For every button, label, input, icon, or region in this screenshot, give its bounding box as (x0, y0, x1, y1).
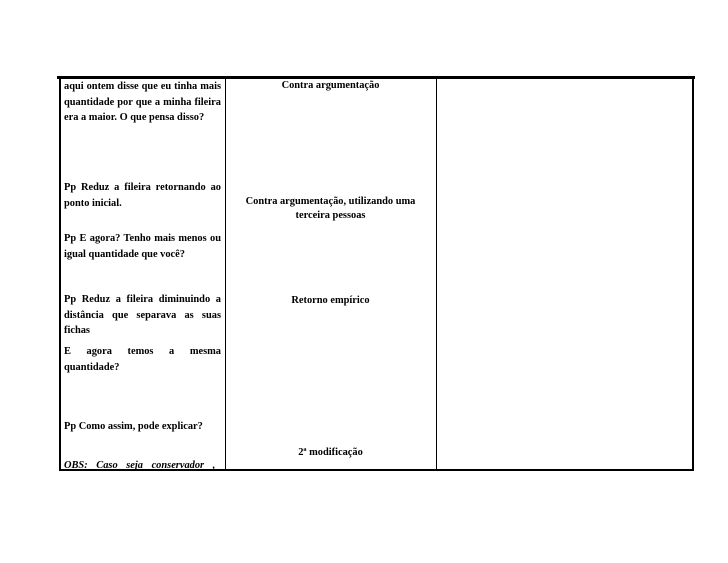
column-divider-2 (436, 78, 437, 471)
dialogue-text-4: Pp Reduz a fileira diminuindo a distância que separava as suas fichas (64, 294, 221, 336)
observation-note: OBS: Caso seja conservador , (64, 460, 216, 471)
strategy-label-2: Contra argumentação, utilizando uma terceira pessoas (245, 196, 416, 221)
strategy-label-1: Contra argumentação (281, 80, 380, 91)
dialogue-text-1: aqui ontem disse que eu tinha mais quantidade por que a minha fileira era a maior. O que pensa disso? (64, 81, 221, 123)
protocol-table (59, 77, 694, 471)
column-divider-1 (225, 78, 226, 471)
strategy-label-3: Retorno empírico (291, 295, 370, 306)
dialogue-text-2: Pp Reduz a fileira retornando ao ponto inicial. (64, 182, 221, 209)
dialogue-text-3: Pp E agora? Tenho mais menos ou igual quantidade que você? (64, 233, 221, 260)
dialogue-text-5: E agora temos a mesma quantidade? (64, 346, 221, 373)
strategy-label-4: 2ª modificação (298, 447, 363, 458)
dialogue-text-6: Pp Como assim, pode explicar? (64, 421, 203, 432)
